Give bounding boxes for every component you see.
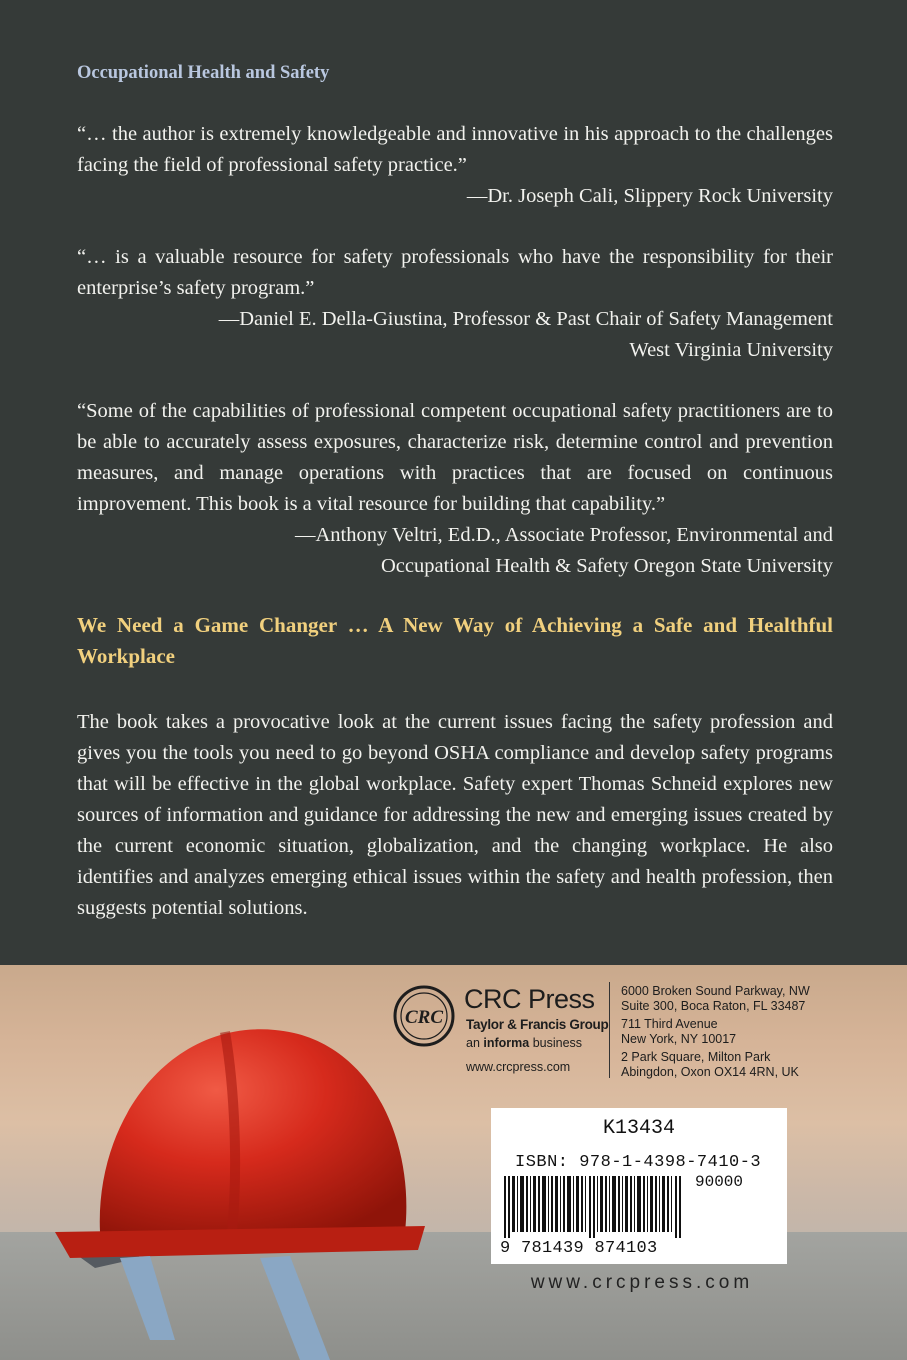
headline: We Need a Game Changer … A New Way of Achieving a Safe and Healthful Workplace (77, 613, 833, 668)
book-description: The book takes a provocative look at the current issues facing the safety profession and gives you the tools you need to go beyond OSHA compliance and develop safety programs that will be effective in the global workplace. Safety expert Thomas Schneid explores new sources of information and guidance for addressing the new and emerging issues created by the current economic situation, globalization, and the changing workplace. He also identifies and analyzes emerging ethical issues within the safety and health profession, then suggests potential solutions. (77, 711, 833, 919)
crc-logo-text: CRC (404, 1007, 444, 1028)
barcode-box (491, 1108, 787, 1264)
footer-website: www.crcpress.com (530, 1272, 754, 1293)
review-3 (77, 396, 833, 582)
publisher-group: Taylor & Francis Group (466, 1017, 609, 1032)
publisher-website: www.crcpress.com (466, 1060, 571, 1074)
address-line: 2 Park Square, Milton Park (621, 1050, 771, 1064)
review-quote: “… is a valuable resource for safety professionals who have the responsibility for their enterprise’s safety program.” (77, 246, 833, 299)
address-line: 711 Third Avenue (621, 1017, 718, 1031)
address-line: New York, NY 10017 (621, 1032, 737, 1046)
review-quote: “… the author is extremely knowledgeable and innovative in his approach to the challenges facing the field of professional safety practice.” (77, 123, 833, 176)
hard-hat-image (0, 1000, 430, 1360)
address-line: Suite 300, Boca Raton, FL 33487 (621, 999, 806, 1013)
review-attribution: Occupational Health & Safety Oregon State University (380, 555, 833, 577)
publisher-name: CRC Press (464, 984, 595, 1014)
review-attribution: West Virginia University (629, 339, 833, 361)
address-line: Abingdon, Oxon OX14 4RN, UK (621, 1065, 799, 1079)
review-1 (77, 119, 833, 212)
review-2 (77, 242, 833, 366)
catalog-code: K13434 (602, 1117, 675, 1140)
address-line: 6000 Broken Sound Parkway, NW (621, 984, 810, 998)
review-attribution: —Daniel E. Della-Giustina, Professor & Past Chair of Safety Management (218, 308, 833, 330)
ean-digits: 9 781439 874103 (500, 1239, 658, 1258)
isbn-text: ISBN: 978-1-4398-7410-3 (515, 1153, 762, 1172)
divider (609, 982, 610, 1078)
review-quote: “Some of the capabilities of professional competent occupational safety practitioners are to be able to accurately assess exposures, characterize risk, determine control and prevention measures, and manage operations with practices that are focused on continuous improvement. This book is a vital resource for building that capability.” (77, 400, 833, 515)
review-attribution: —Anthony Veltri, Ed.D., Associate Professor, Environmental and (295, 524, 833, 546)
barcode-image (504, 1176, 689, 1238)
publisher-informa: an informa business (466, 1036, 583, 1050)
category-label: Occupational Health and Safety (77, 63, 330, 83)
crc-logo (392, 984, 456, 1048)
review-attribution: —Dr. Joseph Cali, Slippery Rock University (466, 185, 833, 207)
price-code: 90000 (695, 1173, 744, 1191)
